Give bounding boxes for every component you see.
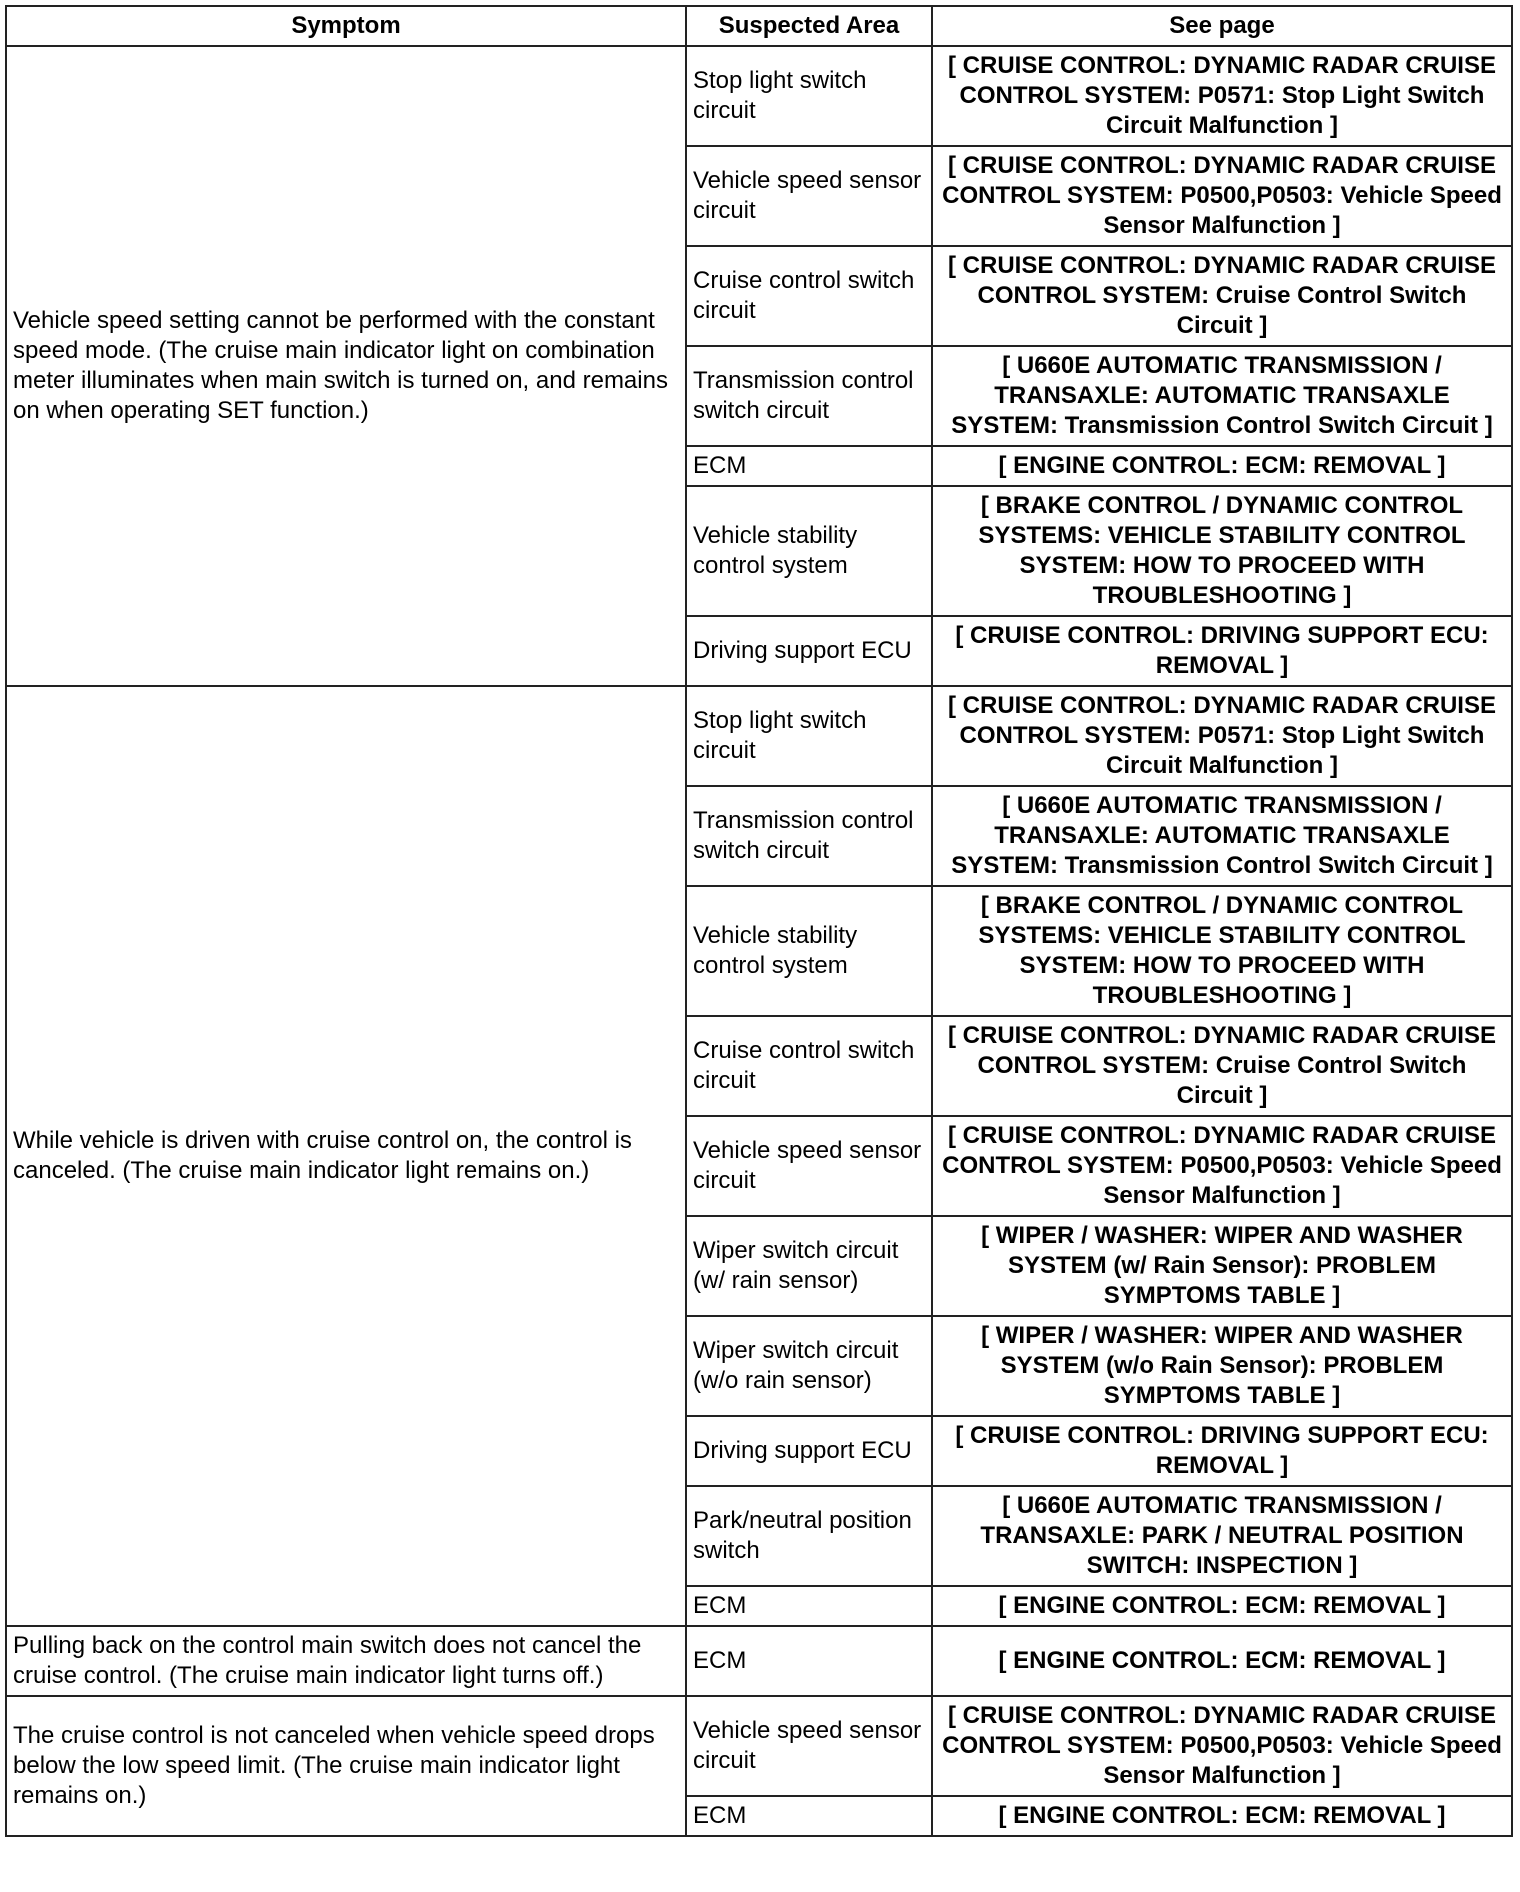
header-row [6,6,1512,46]
table-row [6,1626,1512,1696]
see-page-reference-cell: [ U660E AUTOMATIC TRANSMISSION / TRANSAXLE: AUTOMATIC TRANSAXLE SYSTEM: Transmission Control Switch Circuit ] [932,346,1512,446]
suspected-area-cell: Transmission control switch circuit [686,786,932,886]
symptom-column-header: Symptom [6,6,686,46]
suspected-area-cell: ECM [686,1796,932,1836]
suspected-area-cell: Cruise control switch circuit [686,246,932,346]
see-page-reference-cell: [ CRUISE CONTROL: DRIVING SUPPORT ECU: REMOVAL ] [932,1416,1512,1486]
table-row [6,1696,1512,1796]
suspected-area-cell: Transmission control switch circuit [686,346,932,446]
suspected-area-cell: Vehicle stability control system [686,486,932,616]
see-page-reference-cell: [ ENGINE CONTROL: ECM: REMOVAL ] [932,1796,1512,1836]
problem-symptoms-table-wrapper [5,5,1513,1837]
see-page-reference-cell: [ CRUISE CONTROL: DYNAMIC RADAR CRUISE CONTROL SYSTEM: P0500,P0503: Vehicle Speed Sensor Malfunction ] [932,1116,1512,1216]
suspected-area-column-header: Suspected Area [686,6,932,46]
table-row [6,46,1512,146]
see-page-column-header: See page [932,6,1512,46]
see-page-reference-cell: [ CRUISE CONTROL: DYNAMIC RADAR CRUISE CONTROL SYSTEM: Cruise Control Switch Circuit ] [932,1016,1512,1116]
suspected-area-cell: ECM [686,1626,932,1696]
suspected-area-cell: Vehicle speed sensor circuit [686,1696,932,1796]
suspected-area-cell: Stop light switch circuit [686,686,932,786]
problem-symptoms-table [5,5,1513,1837]
suspected-area-cell: ECM [686,1586,932,1626]
see-page-reference-cell: [ ENGINE CONTROL: ECM: REMOVAL ] [932,1586,1512,1626]
see-page-reference-cell: [ WIPER / WASHER: WIPER AND WASHER SYSTEM (w/ Rain Sensor): PROBLEM SYMPTOMS TABLE ] [932,1216,1512,1316]
suspected-area-cell: Vehicle speed sensor circuit [686,1116,932,1216]
see-page-reference-cell: [ CRUISE CONTROL: DYNAMIC RADAR CRUISE CONTROL SYSTEM: P0571: Stop Light Switch Circuit Malfunction ] [932,46,1512,146]
suspected-area-cell: ECM [686,446,932,486]
see-page-reference-cell: [ BRAKE CONTROL / DYNAMIC CONTROL SYSTEMS: VEHICLE STABILITY CONTROL SYSTEM: HOW TO PROCEED WITH TROUBLESHOOTING ] [932,486,1512,616]
suspected-area-cell: Vehicle stability control system [686,886,932,1016]
see-page-reference-cell: [ CRUISE CONTROL: DYNAMIC RADAR CRUISE CONTROL SYSTEM: P0500,P0503: Vehicle Speed Sensor Malfunction ] [932,1696,1512,1796]
symptom-cell: Pulling back on the control main switch does not cancel the cruise control. (The cruise main indicator light turns off.) [6,1626,686,1696]
suspected-area-cell: Cruise control switch circuit [686,1016,932,1116]
see-page-reference-cell: [ WIPER / WASHER: WIPER AND WASHER SYSTEM (w/o Rain Sensor): PROBLEM SYMPTOMS TABLE ] [932,1316,1512,1416]
suspected-area-cell: Vehicle speed sensor circuit [686,146,932,246]
see-page-reference-cell: [ CRUISE CONTROL: DYNAMIC RADAR CRUISE CONTROL SYSTEM: P0571: Stop Light Switch Circuit Malfunction ] [932,686,1512,786]
see-page-reference-cell: [ U660E AUTOMATIC TRANSMISSION / TRANSAXLE: AUTOMATIC TRANSAXLE SYSTEM: Transmission Control Switch Circuit ] [932,786,1512,886]
suspected-area-cell: Wiper switch circuit (w/ rain sensor) [686,1216,932,1316]
see-page-reference-cell: [ U660E AUTOMATIC TRANSMISSION / TRANSAXLE: PARK / NEUTRAL POSITION SWITCH: INSPECTION ] [932,1486,1512,1586]
table-body [6,46,1512,1836]
suspected-area-cell: Stop light switch circuit [686,46,932,146]
see-page-reference-cell: [ CRUISE CONTROL: DYNAMIC RADAR CRUISE CONTROL SYSTEM: P0500,P0503: Vehicle Speed Sensor Malfunction ] [932,146,1512,246]
symptom-cell: While vehicle is driven with cruise control on, the control is canceled. (The cruise main indicator light remains on.) [6,686,686,1626]
suspected-area-cell: Park/neutral position switch [686,1486,932,1586]
suspected-area-cell: Wiper switch circuit (w/o rain sensor) [686,1316,932,1416]
see-page-reference-cell: [ CRUISE CONTROL: DYNAMIC RADAR CRUISE CONTROL SYSTEM: Cruise Control Switch Circuit ] [932,246,1512,346]
symptom-cell: The cruise control is not canceled when vehicle speed drops below the low speed limit. (The cruise main indicator light remains on.) [6,1696,686,1836]
see-page-reference-cell: [ ENGINE CONTROL: ECM: REMOVAL ] [932,1626,1512,1696]
see-page-reference-cell: [ CRUISE CONTROL: DRIVING SUPPORT ECU: REMOVAL ] [932,616,1512,686]
symptom-cell: Vehicle speed setting cannot be performed with the constant speed mode. (The cruise main indicator light on combination meter illuminates when main switch is turned on, and remains on when operating SET function.) [6,46,686,686]
see-page-reference-cell: [ BRAKE CONTROL / DYNAMIC CONTROL SYSTEMS: VEHICLE STABILITY CONTROL SYSTEM: HOW TO PROCEED WITH TROUBLESHOOTING ] [932,886,1512,1016]
suspected-area-cell: Driving support ECU [686,616,932,686]
see-page-reference-cell: [ ENGINE CONTROL: ECM: REMOVAL ] [932,446,1512,486]
table-row [6,686,1512,786]
suspected-area-cell: Driving support ECU [686,1416,932,1486]
